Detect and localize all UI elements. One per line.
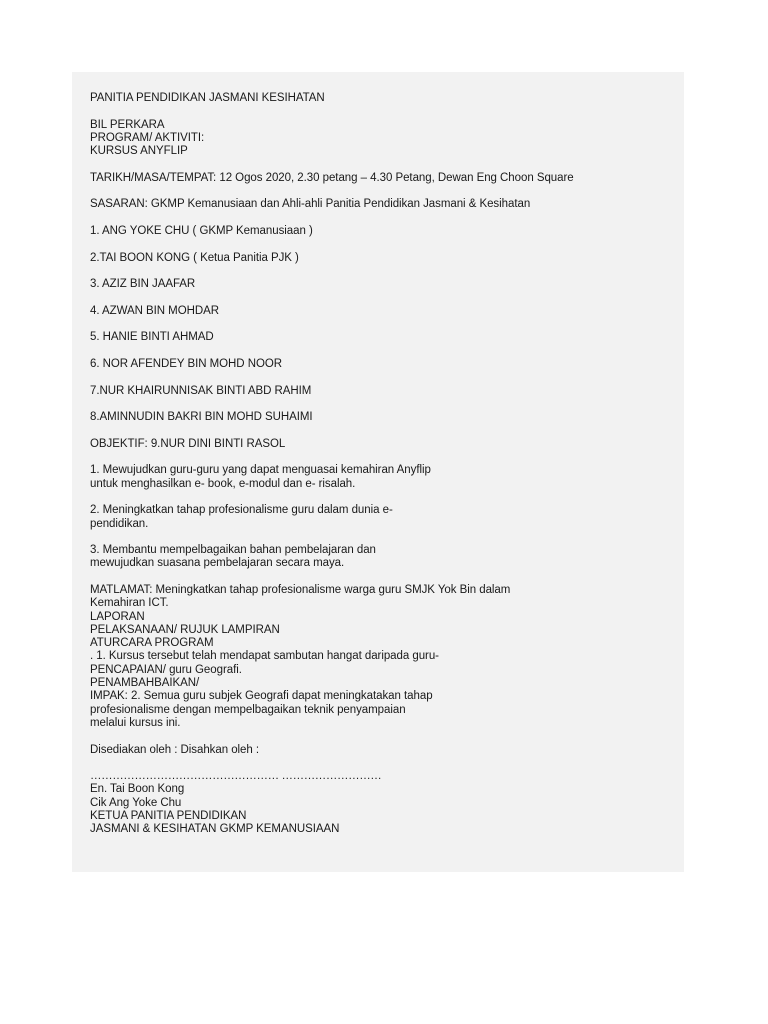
objective-line: pendidikan.	[90, 517, 149, 530]
participant-item: 4. AZWAN BIN MOHDAR	[90, 304, 219, 317]
participant-item: 6. NOR AFENDEY BIN MOHD NOOR	[90, 357, 283, 370]
objective-line: untuk menghasilkan e- book, e-modul dan e- risalah.	[90, 477, 356, 490]
impak-line: melalui kursus ini.	[90, 716, 181, 729]
objektif-line: OBJEKTIF: 9.NUR DINI BINTI RASOL	[90, 437, 286, 450]
penambahbaikan-line: PENAMBAHBAIKAN/	[90, 677, 200, 690]
impak-line: IMPAK: 2. Semua guru subjek Geografi dapat meningkatakan tahap	[90, 690, 433, 703]
objective-line: 2. Meningkatkan tahap profesionalisme guru dalam dunia e-	[90, 504, 393, 517]
participant-item: 7.NUR KHAIRUNNISAK BINTI ABD RAHIM	[90, 384, 312, 397]
signature-dots: …………………………………………… ………………………	[90, 770, 382, 783]
signatory-line: JASMANI & KESIHATAN GKMP KEMANUSIAAN	[90, 823, 340, 836]
aturcara-line: ATURCARA PROGRAM	[90, 637, 214, 650]
document-title: PANITIA PENDIDIKAN JASMANI KESIHATAN	[90, 92, 325, 104]
participant-item: 5. HANIE BINTI AHMAD	[90, 331, 214, 344]
document-content	[90, 92, 690, 837]
report-line: . 1. Kursus tersebut telah mendapat sambutan hangat daripada guru-	[90, 650, 439, 663]
participant-item: 1. ANG YOKE CHU ( GKMP Kemanusiaan )	[90, 224, 313, 237]
impak-line: profesionalisme dengan mempelbagaikan teknik penyampaian	[90, 703, 406, 716]
participant-item: 2.TAI BOON KONG ( Ketua Panitia PJK )	[90, 251, 299, 264]
program-value: KURSUS ANYFLIP	[90, 145, 188, 158]
participant-item: 3. AZIZ BIN JAAFAR	[90, 278, 196, 291]
matlamat-line: Kemahiran ICT.	[90, 597, 169, 610]
pencapaian-line: PENCAPAIAN/ guru Geografi.	[90, 663, 242, 676]
matlamat-line: MATLAMAT: Meningkatkan tahap profesionalisme warga guru SMJK Yok Bin dalam	[90, 583, 511, 596]
signatures-line: Disediakan oleh : Disahkan oleh :	[90, 743, 260, 756]
program-label: PROGRAM/ AKTIVITI:	[90, 131, 205, 144]
signatory-line: Cik Ang Yoke Chu	[90, 796, 182, 809]
tarikh-line: TARIKH/MASA/TEMPAT: 12 Ogos 2020, 2.30 petang – 4.30 Petang, Dewan Eng Choon Square	[90, 171, 574, 184]
laporan-line: LAPORAN	[90, 610, 145, 623]
pelaksanaan-line: PELAKSANAAN/ RUJUK LAMPIRAN	[90, 623, 280, 636]
bil-perkara: BIL PERKARA	[90, 118, 165, 131]
objective-line: 1. Mewujudkan guru-guru yang dapat menguasai kemahiran Anyflip	[90, 464, 431, 477]
signatory-line: KETUA PANITIA PENDIDIKAN	[90, 810, 247, 823]
sasaran-line: SASARAN: GKMP Kemanusiaan dan Ahli-ahli Panitia Pendidikan Jasmani & Kesihatan	[90, 198, 531, 211]
signatory-line: En. Tai Boon Kong	[90, 783, 185, 796]
objective-line: 3. Membantu mempelbagaikan bahan pembelajaran dan	[90, 544, 376, 557]
objective-line: mewujudkan suasana pembelajaran secara maya.	[90, 557, 345, 570]
participant-item: 8.AMINNUDIN BAKRI BIN MOHD SUHAIMI	[90, 411, 313, 424]
